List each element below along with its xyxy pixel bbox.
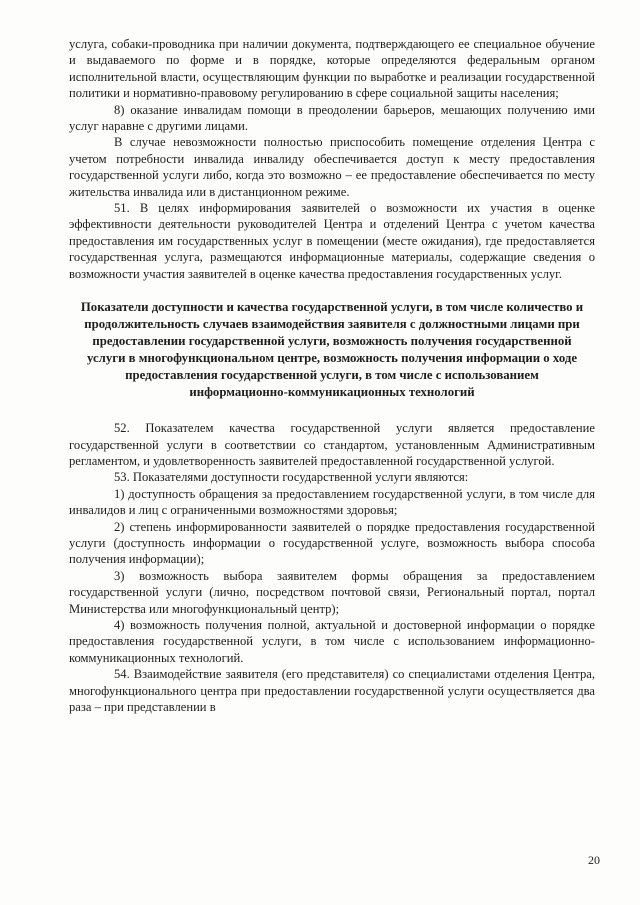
- paragraph-53-item-4: 4) возможность получения полной, актуальной и достоверной информации о порядке предоставления государственной услуги, в том числе с использованием информационно-коммуникационных технологий.: [69, 617, 595, 665]
- paragraph-item-8: 8) оказание инвалидам помощи в преодолении барьеров, мешающих получению ими услуг наравне с другими лицами.: [69, 102, 595, 134]
- paragraph-disabled-access: В случае невозможности полностью приспособить помещение отделения Центра с учетом потребности инвалида инвалиду обеспечивается доступ к месту предоставления государственной услуги либо, когда это возможно – ее предоставление обеспечивается по месту жительства инвалида или в дистанционном режиме.: [69, 135, 595, 199]
- paragraph-continuation: услуга, собаки-проводника при наличии документа, подтверждающего ее специальное обучение и выдаваемого по форме и в порядке, которые определяются федеральным органом исполнительной власти, осуществляющим функции по выработке и реализации государственной политики и нормативно-правовому регулированию в сфере социальной защиты населения;: [69, 37, 595, 101]
- page-number: 20: [588, 853, 600, 867]
- paragraph-51: 51. В целях информирования заявителей о возможности их участия в оценке эффективности деятельности руководителей Центра и отделений Центра с учетом качества предоставления им государственных услуг в помещении (месте ожидания), где предоставляется государственная услуга, размещаются информационные материалы, содержащие сведения о возможности участия заявителей в оценке качества предоставления государственных услуг.: [69, 201, 595, 281]
- paragraph-54: 54. Взаимодействие заявителя (его представителя) со специалистами отделения Центра, многофункционального центра при предоставлении государственной услуги осуществляется два раза – при представлении в: [69, 667, 595, 714]
- paragraph-53-item-1: 1) доступность обращения за предоставлением государственной услуги, в том числе для инвалидов и лиц с ограниченными возможностями здоровья;: [69, 486, 595, 518]
- paragraph-53: 53. Показателями доступности государственной услуги являются:: [114, 470, 469, 485]
- paragraph-53-item-2: 2) степень информированности заявителей о порядке предоставления государственной услуги (доступность информации о государственной услуге, возможность выбора способа получения информации);: [69, 519, 595, 567]
- paragraph-53-item-3: 3) возможность выбора заявителем формы обращения за предоставлением государственной услуги (лично, посредством почтовой связи, Региональный портал, портал Министерства или многофункциональный центр);: [69, 568, 595, 616]
- paragraph-52: 52. Показателем качества государственной услуги является предоставление государственной услуги в соответствии со стандартом, установленным Административным регламентом, и удовлетворенность заявителей предоставленной государственной услугой.: [69, 421, 595, 468]
- section-heading: Показатели доступности и качества государственной услуги, в том числе количество и продолжительность случаев взаимодействия заявителя с должностными лицами при предоставлении государственной услуги, возможность получения государственной услуги в многофункциональном центре, возможность получения информации о ходе предоставления государственной услуги, в том числе с использованием информационно-коммуникационных технологий: [80, 300, 584, 400]
- document-body: [69, 36, 595, 715]
